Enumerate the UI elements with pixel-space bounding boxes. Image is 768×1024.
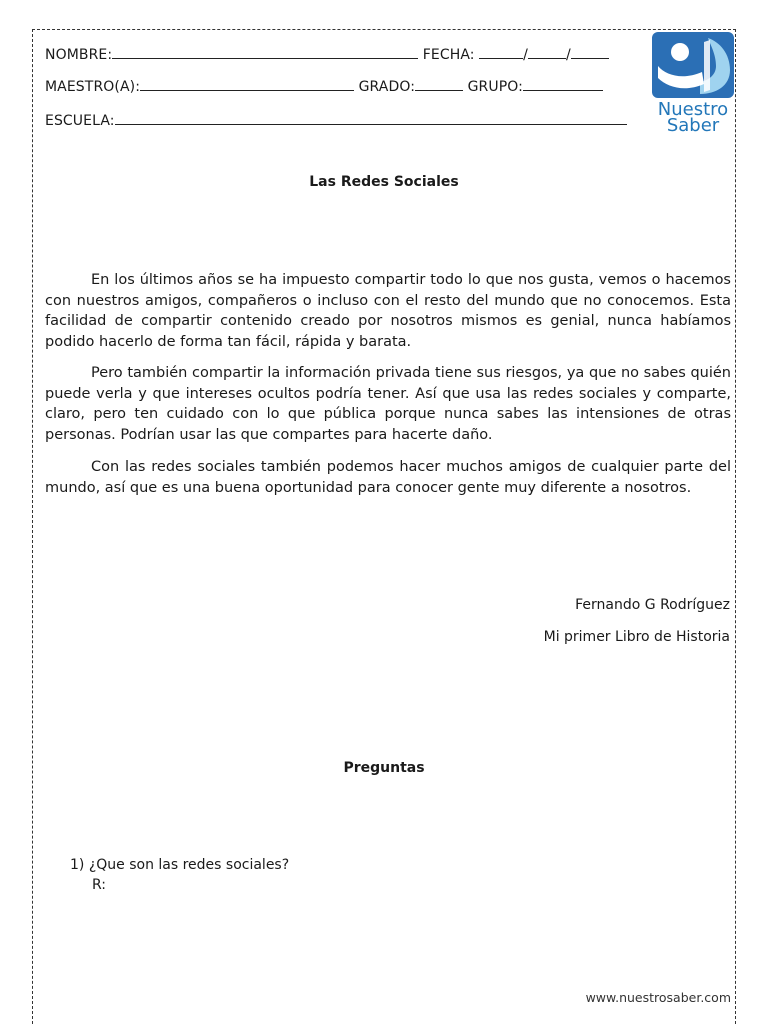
logo-text-saber: Saber	[666, 115, 720, 136]
header-row-2	[45, 76, 603, 95]
fecha-day-field[interactable]	[479, 44, 523, 59]
paragraph-1: En los últimos años se ha impuesto compartir todo lo que nos gusta, vemos o hacemos con nuestros amigos, compañeros o incluso con el resto del mundo que no conocemos. Esta facilidad de compartir contenido creado por nosotros mismos es genial, nunca habíamos podido hacerlo de forma tan fácil, rápida y barata.	[45, 272, 731, 350]
book-title: Mi primer Libro de Historia	[543, 629, 730, 645]
fecha-year-field[interactable]	[571, 44, 609, 59]
fecha-separator: /	[565, 47, 571, 63]
fecha-label: FECHA:	[422, 47, 475, 63]
footer-url: www.nuestrosaber.com	[585, 990, 731, 1005]
author-name: Fernando G Rodríguez	[575, 597, 730, 613]
paragraph-3: Con las redes sociales también podemos hacer muchos amigos de cualquier parte del mundo, así que es una buena oportunidad para conocer gente muy diferente a nosotros.	[45, 459, 731, 496]
reading-title: Las Redes Sociales	[309, 174, 459, 190]
grado-label: GRADO:	[358, 79, 416, 95]
escuela-label: ESCUELA:	[45, 113, 115, 129]
header-row-1	[45, 44, 609, 63]
nombre-label: NOMBRE:	[45, 47, 113, 63]
grupo-label: GRUPO:	[467, 79, 523, 95]
fecha-month-field[interactable]	[528, 44, 566, 59]
logo-text-nuestro: Nuestro	[657, 99, 729, 120]
fecha-separator: /	[523, 47, 528, 63]
grado-field[interactable]	[415, 76, 463, 91]
maestro-field[interactable]	[140, 76, 354, 91]
answer-label-1[interactable]: R:	[92, 877, 107, 893]
header-row-3	[45, 110, 627, 129]
grupo-field[interactable]	[523, 76, 603, 91]
maestro-label: MAESTRO(A):	[45, 79, 141, 95]
questions-title: Preguntas	[343, 760, 425, 776]
paragraph-2: Pero también compartir la información privada tiene sus riesgos, ya que no sabes quién puede verla y que intereses ocultos podría tener. Así que usa las redes sociales y comparte, claro, pero ten cuidado con lo que pública porque nunca sabes las intensiones de otras personas. Podrían usar las que compartes para hacerte daño.	[45, 365, 731, 443]
question-1: 1) ¿Que son las redes sociales?	[70, 857, 290, 873]
nombre-field[interactable]	[112, 44, 418, 59]
escuela-field[interactable]	[115, 110, 627, 125]
